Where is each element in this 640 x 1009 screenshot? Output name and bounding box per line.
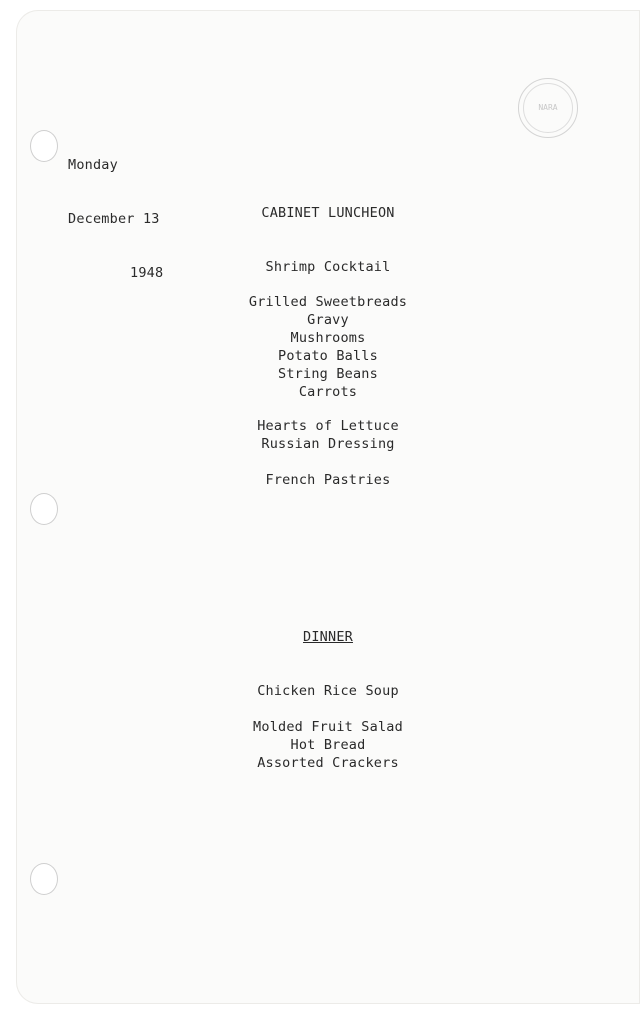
luncheon-heading: CABINET LUNCHEON	[261, 205, 395, 221]
date-month-day: December 13	[68, 211, 160, 227]
dinner-item: Molded Fruit Salad	[253, 719, 403, 735]
luncheon-item: Grilled Sweetbreads	[248, 294, 408, 310]
luncheon-item: Carrots	[298, 384, 358, 400]
dinner-item: Chicken Rice Soup	[257, 683, 399, 699]
luncheon-item: Potato Balls	[278, 348, 378, 364]
dinner-item: Assorted Crackers	[257, 755, 399, 771]
luncheon-item: Shrimp Cocktail	[265, 259, 391, 275]
luncheon-item: Mushrooms	[290, 330, 366, 346]
date-weekday: Monday	[68, 157, 118, 173]
dinner-heading: DINNER	[303, 629, 353, 645]
archive-stamp	[518, 78, 578, 138]
date-year: 1948	[130, 265, 164, 281]
luncheon-item: Russian Dressing	[261, 436, 395, 452]
dinner-item: Hot Bread	[290, 737, 366, 753]
luncheon-item: French Pastries	[265, 472, 391, 488]
menu-page	[16, 10, 640, 1004]
luncheon-item: String Beans	[278, 366, 378, 382]
punch-hole-bottom	[30, 863, 58, 895]
punch-hole-top	[30, 130, 58, 162]
luncheon-item: Gravy	[307, 312, 349, 328]
luncheon-item: Hearts of Lettuce	[257, 418, 399, 434]
punch-hole-middle	[30, 493, 58, 525]
archive-stamp-text: NARA	[538, 103, 558, 112]
